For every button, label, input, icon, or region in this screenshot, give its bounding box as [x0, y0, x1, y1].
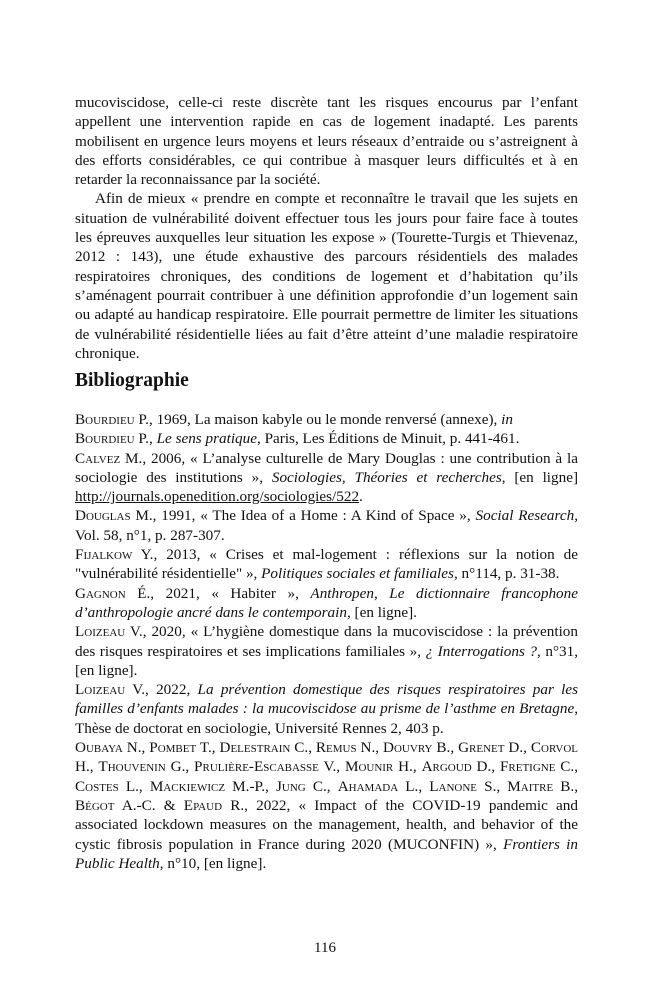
author: Mackiewicz — [149, 777, 226, 795]
bib-entry — [75, 584, 578, 623]
author: Oubaya — [75, 739, 123, 757]
author: Lanone — [429, 777, 478, 795]
author: Fijalkow — [75, 546, 133, 564]
bib-entry — [75, 506, 578, 545]
bib-text: , n°31, [en ligne]. — [75, 642, 579, 679]
author: Douglas — [75, 507, 131, 525]
bib-text: B., — [432, 739, 459, 757]
bib-text: C., — [555, 758, 579, 776]
bib-entry — [75, 738, 578, 873]
bib-text: L., — [118, 777, 150, 795]
bib-text: É., 2021, « Habiter », — [125, 584, 311, 602]
author: Jung — [276, 777, 306, 795]
bib-text: D., — [471, 758, 500, 776]
bib-text: V., 2022, — [125, 681, 198, 699]
author: Corvol — [530, 739, 579, 757]
author: Remus — [315, 739, 357, 757]
bib-entry — [75, 622, 578, 680]
author: Prulière-Escabasse — [194, 758, 319, 776]
author: Argoud — [421, 758, 472, 776]
bib-text: R., 2022, « Impact of the COVID-19 pandemic and associated lockdown measures on the management, health, and behavior of the cystic fibrosis population in France during 2020 (MUCONFIN) », — [75, 796, 578, 853]
author: Thouvenin — [98, 758, 166, 776]
bib-text: P., — [134, 430, 157, 448]
bib-text: , Thèse de doctorat en sociologie, Université Rennes 2, 403 p. — [75, 700, 578, 737]
author: Bourdieu — [75, 411, 135, 428]
bib-entry — [75, 545, 578, 584]
bib-text: H., — [393, 758, 422, 776]
bib-italic: ¿ Interrogations ? — [425, 642, 538, 660]
bib-text: . — [359, 488, 363, 506]
bib-text: B., — [553, 777, 579, 795]
bibliography-list — [75, 410, 578, 873]
page-number: 116 — [314, 940, 336, 956]
author: Bourdieu — [75, 430, 135, 448]
bib-text: L., — [398, 777, 430, 795]
bib-text: V., 2020, « L’hygiène domestique dans la mucoviscidose : la prévention des risques respiratoires et ses implications familiales », — [75, 623, 578, 660]
section-heading: Bibliographie — [75, 370, 189, 391]
bib-link[interactable]: http://journals.openedition.org/sociologies/522 — [75, 488, 360, 506]
bib-text: A.-C. & — [114, 796, 184, 814]
author: Delestrain — [219, 739, 291, 757]
bib-entry — [75, 680, 578, 738]
bib-italic: Le sens pratique — [156, 430, 257, 448]
body-text — [75, 93, 578, 363]
bib-text: M.-P., — [225, 777, 276, 795]
bib-italic: Frontiers in Public Health — [75, 835, 578, 872]
bib-text: M., 1991, « The Idea of a Home : A Kind of Space », — [130, 507, 476, 525]
author: Douvry — [383, 739, 433, 757]
author: Epaud — [183, 796, 223, 814]
bib-text: M., 2006, « L’analyse culturelle de Mary Douglas : une contribution à la sociologie des institutions », — [75, 449, 578, 486]
bib-text: N., — [122, 739, 150, 757]
author: Mounir — [344, 758, 394, 776]
bib-entry — [75, 449, 578, 507]
bib-text: Y., 2013, « Crises et mal-logement : réflexions sur la notion de "vulnérabilité résidentielle" », — [75, 546, 578, 583]
author: Grenet — [458, 739, 505, 757]
bib-text: G., — [165, 758, 195, 776]
bib-text: P., 1969, La maison kabyle ou le monde renversé (annexe), — [134, 411, 502, 428]
bib-text: , Vol. 58, n°1, p. 287-307. — [75, 507, 578, 544]
bib-text: , n°10, [en ligne]. — [159, 854, 267, 872]
bib-italic: Politiques sociales et familiales — [261, 565, 454, 583]
bib-text: S., — [477, 777, 508, 795]
author: Loizeau — [75, 623, 126, 641]
author: Loizeau — [75, 681, 126, 699]
bib-text: C., — [305, 777, 338, 795]
author: Maitre — [507, 777, 554, 795]
author: Ahamada — [337, 777, 399, 795]
bib-italic: in — [501, 411, 513, 428]
author: Gagnon — [75, 584, 126, 602]
bib-italic: La prévention domestique des risques respiratoires par les familles d’enfants malades : la mucoviscidose au prisme de l’asthme en Bretagne — [75, 681, 579, 718]
author: Costes — [75, 777, 119, 795]
bib-text: H., — [75, 758, 99, 776]
bib-text: , [en ligne]. — [346, 603, 417, 621]
bib-text: C., — [290, 739, 316, 757]
author: Calvez — [75, 449, 121, 467]
bib-italic: Anthropen, Le dictionnaire francophone d’anthropologie ancré dans le contemporain — [75, 584, 578, 621]
author: Fretigne — [499, 758, 556, 776]
author: Bégot — [75, 796, 115, 814]
bib-entry — [75, 410, 578, 449]
bib-text: , [en ligne] — [501, 468, 578, 486]
bib-italic: Social Research — [475, 507, 575, 525]
bib-text: , n°114, p. 31-38. — [453, 565, 560, 583]
bib-text: T., — [196, 739, 220, 757]
bib-text: V., — [318, 758, 345, 776]
author: Pombet — [149, 739, 197, 757]
paragraph: Afin de mieux « prendre en compte et reconnaître le travail que les sujets en situation de vulnérabilité doivent effectuer tous les jours pour faire face à toutes les épreuves auxquelles leur situation les expose » (Tourette-Turgis et Thievenaz, 2012 : 143), une étude exhaustive des parcours résidentiels des malades respiratoires chroniques, des conditions de logement et d’habitation qu’ils s’aménagent pourrait contribuer à une définition approfondie d’un logement sain ou adapté au handicap respiratoire. Elle pourrait permettre de limiter les situations de vulnérabilité résidentielle liées au fait d’être atteint d’une maladie respiratoire chronique. — [75, 190, 578, 362]
bib-italic: Sociologies, Théories et recherches — [271, 468, 502, 486]
bib-text: D., — [504, 739, 531, 757]
paragraph: mucoviscidose, celle-ci reste discrète tant les risques encourus par l’enfant appellent une intervention rapide en cas de logement inadapté. Les parents mobilisent en urgence leurs moyens et leurs réseaux d’entraide ou s’astreignent à des efforts considérables, ce qui contribue à masquer leurs difficultés et à en retarder la reconnaissance par la société. — [75, 94, 578, 189]
bib-text: N., — [356, 739, 384, 757]
bib-text: , Paris, Les Éditions de Minuit, p. 441-461. — [256, 430, 520, 448]
